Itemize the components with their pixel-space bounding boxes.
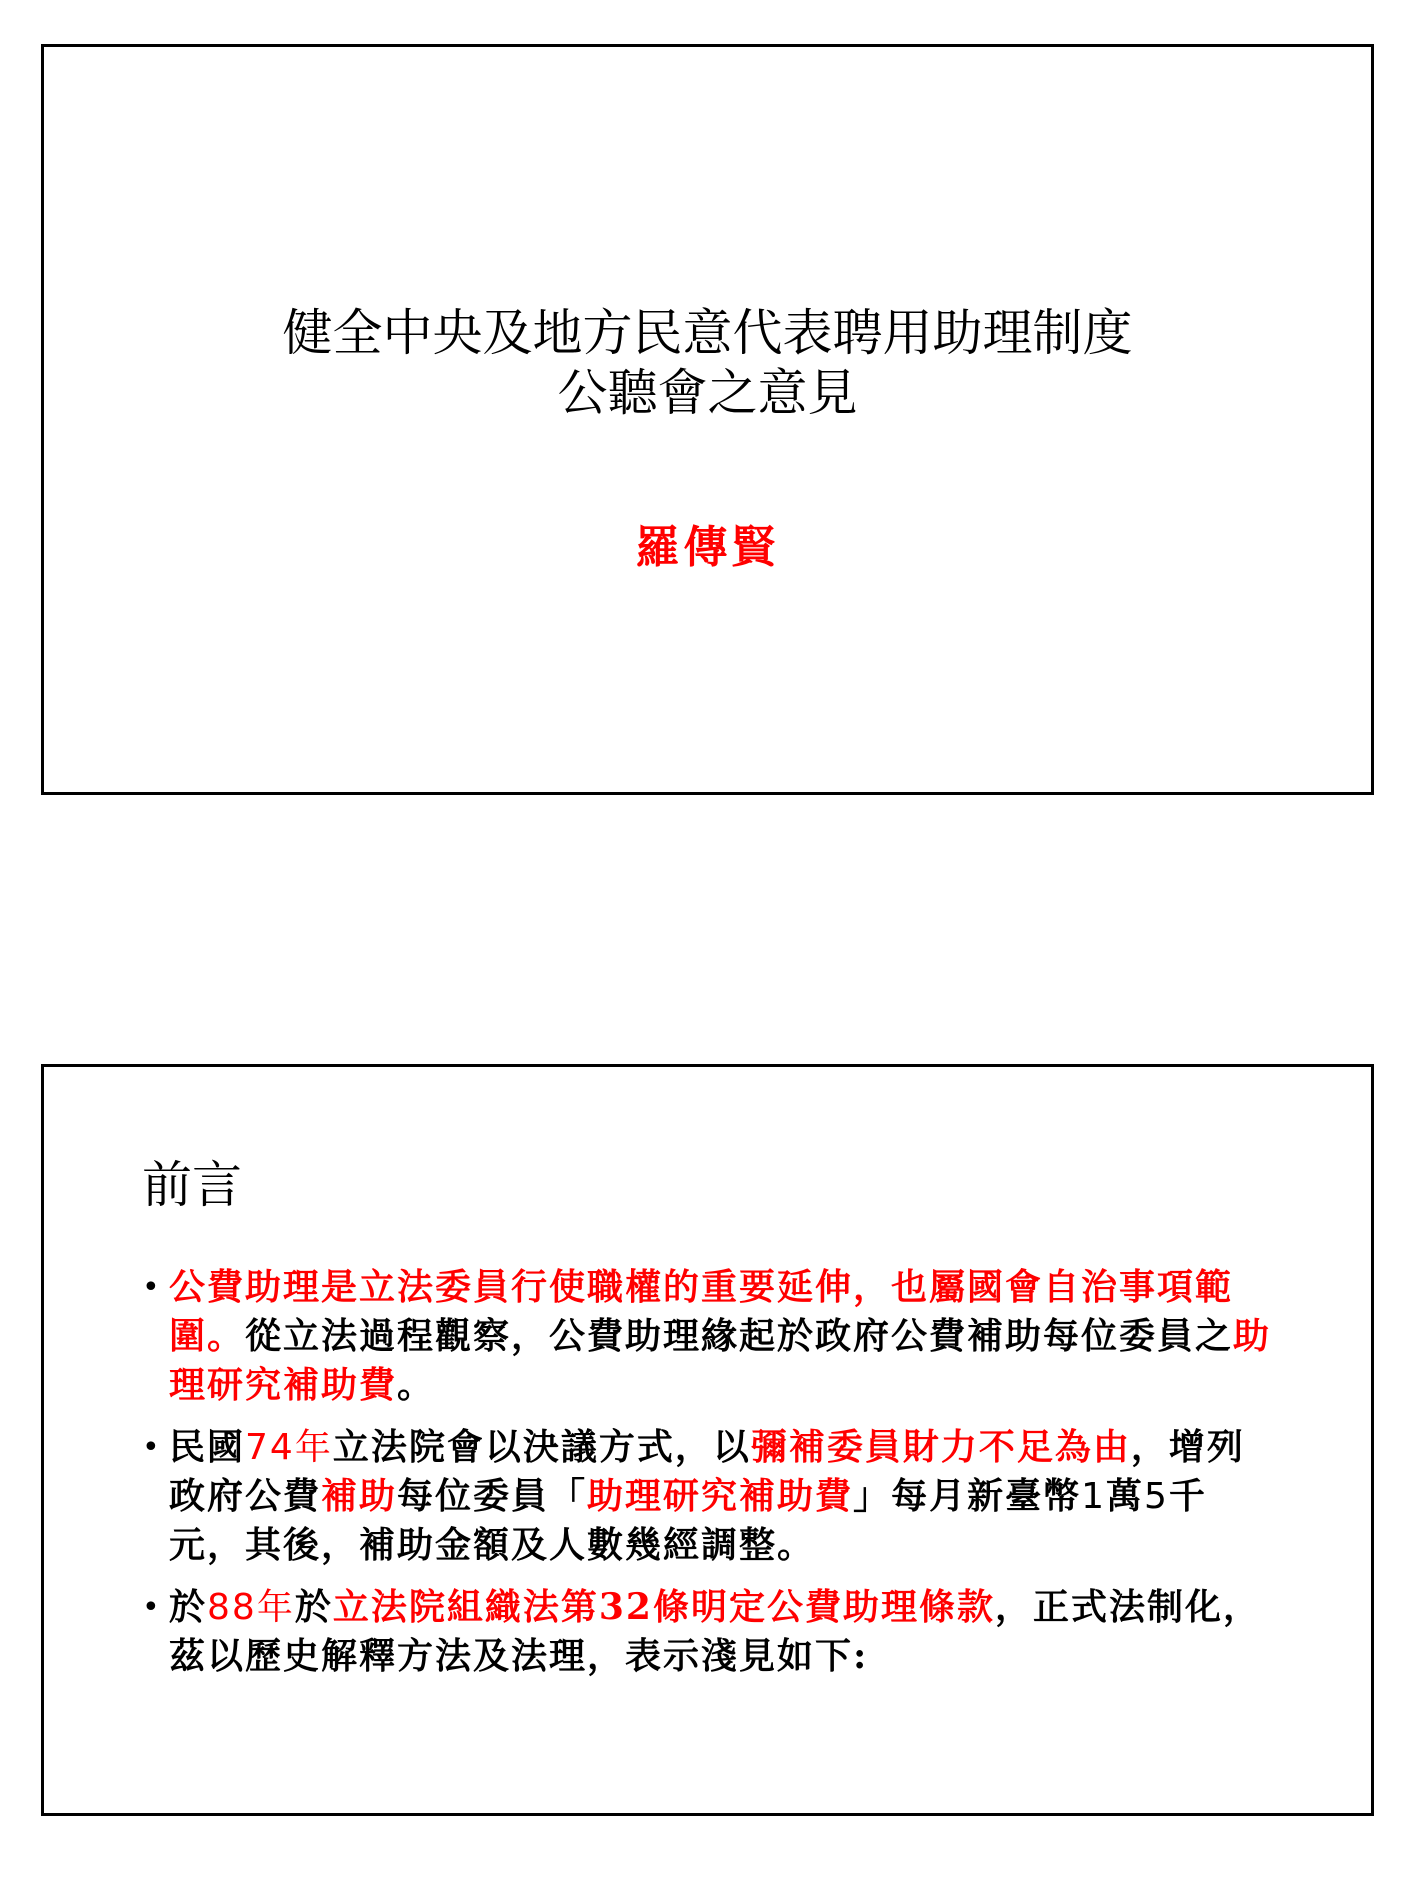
bullet-text-segment: 74年 bbox=[245, 1427, 333, 1468]
bullet-item bbox=[142, 1423, 1277, 1570]
section-heading: 前言 bbox=[142, 1156, 242, 1214]
slide-introduction bbox=[41, 1064, 1374, 1816]
bullet-item bbox=[142, 1583, 1277, 1681]
bullet-text-segment: 。 bbox=[397, 1364, 436, 1406]
bullet-text-segment: 5 bbox=[1144, 1476, 1169, 1517]
bullet-text-segment: 立法院會以決議方式，以 bbox=[332, 1426, 751, 1468]
bullet-text-segment: 彌補委員財力不足為由 bbox=[750, 1426, 1131, 1468]
bullet-text-segment: 88年 bbox=[207, 1587, 295, 1628]
slide-title bbox=[44, 303, 1371, 423]
bullet-text-segment: 萬 bbox=[1105, 1475, 1144, 1517]
bullet-text-segment: 補助 bbox=[321, 1475, 398, 1517]
bullet-text-segment: 每位委員「 bbox=[397, 1475, 588, 1517]
title-line-2: 公聽會之意見 bbox=[557, 364, 858, 422]
bullet-text-segment: 助理研究補助費 bbox=[169, 1315, 1272, 1406]
bullet-dot-icon: • bbox=[142, 1270, 162, 1305]
slide-title-page bbox=[41, 44, 1374, 795]
bullet-text-segment: 公費助理是立法委員行使職權的重要延伸，也屬國會自治事項範圍。 bbox=[169, 1266, 1234, 1357]
bullet-list bbox=[142, 1263, 1277, 1694]
bullet-text-segment: ，增列政府公費 bbox=[169, 1426, 1245, 1517]
bullet-text-segment: 1 bbox=[1081, 1476, 1106, 1517]
author-name: 羅傳賢 bbox=[635, 522, 780, 573]
bullet-text-segment: 民國 bbox=[169, 1426, 246, 1468]
bullet-item bbox=[142, 1263, 1277, 1410]
title-line-1: 健全中央及地方民意代表聘用助理制度 bbox=[282, 304, 1133, 362]
bullet-dot-icon: • bbox=[142, 1430, 162, 1465]
bullet-text-segment: 立法院組織法第32條明定公費助理條款 bbox=[332, 1586, 995, 1628]
bullet-text-segment: 助理研究補助費 bbox=[587, 1475, 854, 1517]
bullet-text-segment: 於 bbox=[169, 1586, 208, 1628]
bullet-text-segment: 從立法過程觀察，公費助理緣起於政府公費補助每位委員之 bbox=[245, 1315, 1234, 1357]
bullet-text-segment: 」每月新臺幣 bbox=[853, 1475, 1082, 1517]
bullet-text-segment: ，正式法制化，茲以歷史解釋方法及法理，表示淺見如下: bbox=[169, 1586, 1261, 1677]
bullet-text-segment: 於 bbox=[294, 1586, 333, 1628]
bullet-dot-icon: • bbox=[142, 1590, 162, 1625]
bullet-text-segment: 千元，其後，補助金額及人數幾經調整。 bbox=[169, 1475, 1207, 1566]
